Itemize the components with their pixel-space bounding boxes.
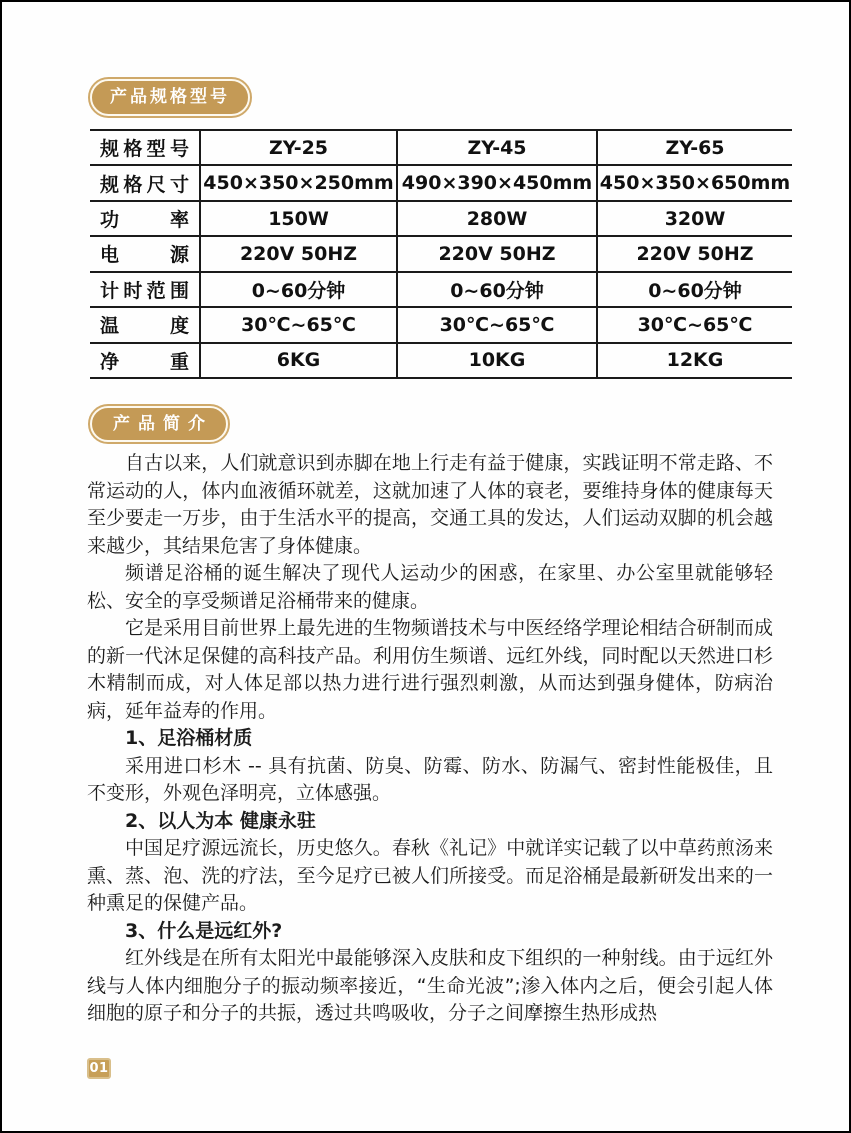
row-label: 计时范围 bbox=[90, 272, 200, 307]
intro-body bbox=[87, 450, 773, 1028]
cell-value: 6KG bbox=[200, 343, 397, 378]
spec-table bbox=[90, 129, 792, 379]
intro-paragraph: 自古以来，人们就意识到赤脚在地上行走有益于健康，实践证明不常走路、不常运动的人，体内血液循环就差，这就加速了人体的衰老，要维持身体的健康每天至少要走一万步，由于生活水平的提高，交通工具的发达，人们运动双脚的机会越来越少，其结果危害了身体健康。 bbox=[87, 452, 773, 557]
cell-value: 30℃~65℃ bbox=[597, 307, 792, 342]
cell-value: 490×390×450mm bbox=[397, 165, 597, 200]
page-number-badge: 01 bbox=[87, 1058, 111, 1079]
table-row bbox=[90, 343, 792, 378]
intro-paragraph: 采用进口杉木 -- 具有抗菌、防臭、防霉、防水、防漏气、密封性能极佳，且不变形，外观色泽明亮，立体感强。 bbox=[87, 754, 773, 804]
cell-value: 0~60分钟 bbox=[397, 272, 597, 307]
cell-value: 30℃~65℃ bbox=[397, 307, 597, 342]
table-row bbox=[90, 201, 792, 236]
row-label: 规格尺寸 bbox=[90, 165, 200, 200]
table-row bbox=[90, 236, 792, 271]
table-row bbox=[90, 130, 792, 165]
cell-value: ZY-65 bbox=[597, 130, 792, 165]
cell-value: 30℃~65℃ bbox=[200, 307, 397, 342]
section-badge-product-spec: 产品规格型号 bbox=[90, 79, 250, 116]
intro-paragraph: 它是采用目前世界上最先进的生物频谱技术与中医经络学理论相结合研制而成的新一代沐足保健的高科技产品。利用仿生频谱、远红外线，同时配以天然进口杉木精制而成，对人体足部以热力进行进行强烈刺激，从而达到强身健体，防病治病，延年益寿的作用。 bbox=[87, 617, 773, 722]
cell-value: 220V 50HZ bbox=[200, 236, 397, 271]
spec-table-container bbox=[90, 129, 792, 379]
section-badge-product-intro: 产品简介 bbox=[90, 406, 228, 442]
row-label: 电源 bbox=[90, 236, 200, 271]
cell-value: 220V 50HZ bbox=[597, 236, 792, 271]
cell-value: 280W bbox=[397, 201, 597, 236]
cell-value: 450×350×650mm bbox=[597, 165, 792, 200]
table-row bbox=[90, 272, 792, 307]
intro-paragraph: 中国足疗源远流长，历史悠久。春秋《礼记》中就详实记载了以中草药煎汤来熏、蒸、泡、洗的疗法，至今足疗已被人们所接受。而足浴桶是最新研发出来的一种熏足的保健产品。 bbox=[87, 837, 773, 914]
cell-value: 450×350×250mm bbox=[200, 165, 397, 200]
cell-value: 0~60分钟 bbox=[597, 272, 792, 307]
row-label: 规格型号 bbox=[90, 130, 200, 165]
table-row bbox=[90, 165, 792, 200]
cell-value: ZY-25 bbox=[200, 130, 397, 165]
cell-value: 10KG bbox=[397, 343, 597, 378]
intro-paragraph: 频谱足浴桶的诞生解决了现代人运动少的困惑，在家里、办公室里就能够轻松、安全的享受频谱足浴桶带来的健康。 bbox=[87, 562, 773, 612]
row-label: 净重 bbox=[90, 343, 200, 378]
cell-value: 150W bbox=[200, 201, 397, 236]
intro-heading: 3、什么是远红外? bbox=[125, 919, 283, 942]
intro-heading: 2、以人为本 健康永驻 bbox=[125, 809, 316, 832]
row-label: 温度 bbox=[90, 307, 200, 342]
cell-value: 320W bbox=[597, 201, 792, 236]
row-label: 功率 bbox=[90, 201, 200, 236]
cell-value: 12KG bbox=[597, 343, 792, 378]
table-row bbox=[90, 307, 792, 342]
intro-heading: 1、足浴桶材质 bbox=[125, 727, 253, 749]
cell-value: 220V 50HZ bbox=[397, 236, 597, 271]
cell-value: ZY-45 bbox=[397, 130, 597, 165]
intro-paragraph: 红外线是在所有太阳光中最能够深入皮肤和皮下组织的一种射线。由于远红外线与人体内细胞分子的振动频率接近，“生命光波”;渗入体内之后，便会引起人体细胞的原子和分子的共振，透过共鸣吸收，分子之间摩擦生热形成热 bbox=[87, 947, 773, 1024]
cell-value: 0~60分钟 bbox=[200, 272, 397, 307]
